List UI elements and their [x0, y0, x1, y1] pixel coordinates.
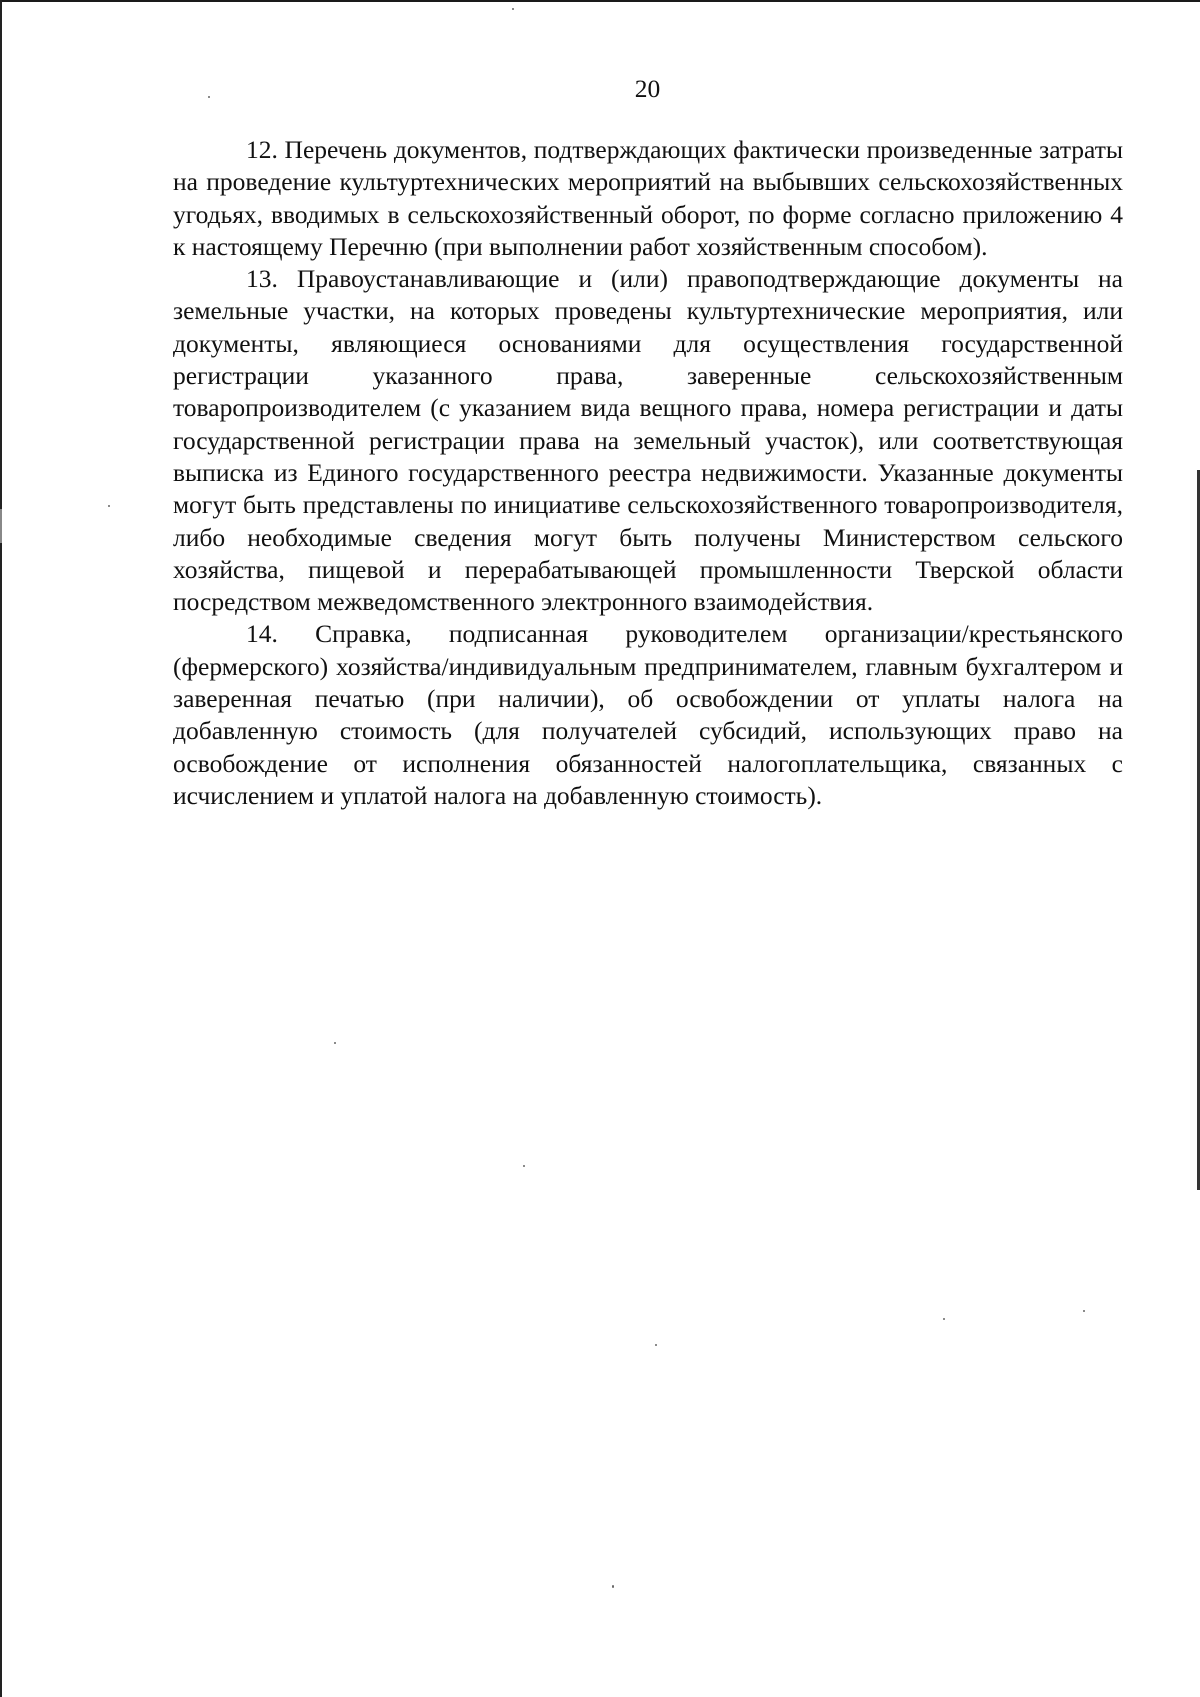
paragraph-12: 12. Перечень документов, подтверждающих фактически произведенные затраты на проведение культуртехнических мероприятий на выбывших сельскохозяйственных угодьях, вводимых в сельскохозяйственный оборот, по форме согласно приложению 4 к настоящему Перечню (при выполнении работ хозяйственным способом). [173, 135, 1123, 261]
scan-speck [523, 1165, 525, 1167]
scan-speck [512, 8, 514, 10]
scan-speck [1083, 1310, 1085, 1312]
scan-speck [943, 1318, 945, 1320]
page-number: 20 [634, 74, 661, 103]
paragraph-13: 13. Правоустанавливающие и (или) правоподтверждающие документы на земельные участки, на которых проведены культуртехнические мероприятия, или документы, являющиеся основаниями для осуществления государственной регистрации указанного права, заверенные сельскохозяйственным товаропроизводителем (с указанием вида вещного права, номера регистрации и даты государственной регистрации права на земельный участок), или соответствующая выписка из Единого государственного реестра недвижимости. Указанные документы могут быть представлены по инициативе сельскохозяйственного товаропроизводителя, либо необходимые сведения могут быть получены Министерством сельского хозяйства, пищевой и перерабатывающей промышленности Тверской области посредством межведомственного электронного взаимодействия. [173, 264, 1123, 617]
scan-speck [108, 505, 110, 507]
scan-edge-left [0, 0, 2, 1697]
scan-edge-top [0, 0, 1200, 2]
paragraph-14: 14. Справка, подписанная руководителем организации/крестьянского (фермерского) хозяйства/индивидуальным предпринимателем, главным бухгалтером и заверенная печатью (при наличии), об освобождении от уплаты налога на добавленную стоимость (для получателей субсидий, использующих право на освобождение от исполнения обязанностей налогоплательщика, связанных с исчислением и уплатой налога на добавленную стоимость). [173, 619, 1123, 810]
document-body [173, 134, 1123, 812]
scan-speck [334, 1042, 336, 1044]
scan-speck [655, 1344, 657, 1346]
scan-speck [612, 1585, 614, 1588]
